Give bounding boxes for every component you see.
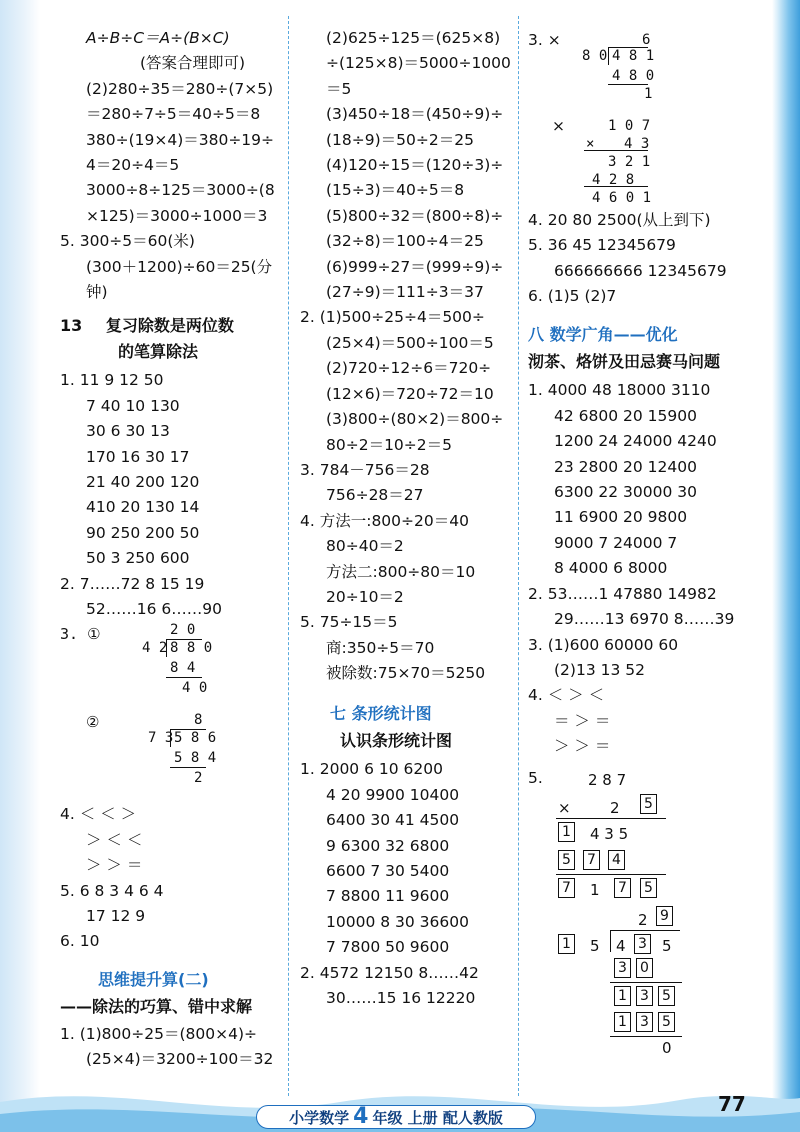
product-line xyxy=(556,818,666,819)
dividend-digit: 4 xyxy=(616,936,626,955)
answer-line: 21 40 200 120 xyxy=(86,472,200,491)
text-line: 3. 784－756＝28 xyxy=(300,460,430,479)
answer-line: 9 6300 32 6800 xyxy=(326,836,450,855)
text-line: 756÷28＝27 xyxy=(326,486,424,505)
right-page-edge xyxy=(772,0,800,1132)
answer-line: ＝ ＞ ＝ xyxy=(554,711,611,730)
remainder: 1 xyxy=(644,86,653,102)
sum-digit: 1 xyxy=(590,880,600,899)
times-sign: × xyxy=(586,136,595,152)
digit-box: 1 xyxy=(558,934,575,954)
multiplier: 4 3 xyxy=(624,136,650,152)
text-line: ×125)＝3000÷1000＝3 xyxy=(86,206,268,225)
box-multiplication xyxy=(528,764,760,906)
text-line: (5)800÷32＝(800÷8)÷ xyxy=(326,206,504,225)
answer-line: 30 6 30 13 xyxy=(86,422,170,441)
multiplier-plain: 2 xyxy=(610,798,620,817)
remainder: 0 xyxy=(662,1038,672,1057)
digit-box: 3 xyxy=(636,1012,653,1032)
division-bracket xyxy=(166,639,167,657)
answer-line: 1. (1)800÷25＝(800×4)÷ xyxy=(60,1024,257,1043)
answer-line: 2. 4572 12150 8……42 xyxy=(300,963,479,982)
text-line: A÷B÷C＝A÷(B×C) xyxy=(86,29,230,47)
text-line: 被除数:75×70＝5250 xyxy=(326,664,486,683)
times-sign: × xyxy=(558,798,571,817)
footer-grade-number: 4 xyxy=(353,1104,369,1129)
answer-line: 2. 7……72 8 15 19 xyxy=(60,574,205,593)
text-line: (300＋1200)÷60＝25(分 xyxy=(86,257,273,276)
digit-box: 5 xyxy=(658,1012,675,1032)
product: 5 8 4 xyxy=(174,750,217,767)
digit-box: 0 xyxy=(636,958,653,978)
text-line: (4)120÷15＝(120÷3)÷ xyxy=(326,156,504,175)
section-13-title xyxy=(60,313,282,338)
long-division-2 xyxy=(60,710,282,802)
text-line: (答案合理即可) xyxy=(140,54,246,73)
division-bar xyxy=(170,729,206,730)
digit-box: 7 xyxy=(558,878,575,898)
footer-subject: 小学数学 xyxy=(289,1109,350,1127)
text-line: (6)999÷27＝(999÷9)÷ xyxy=(326,257,504,276)
section-think-subtitle: ——除法的巧算、错中求解 xyxy=(60,997,253,1017)
answer-line: 11 6900 20 9800 xyxy=(554,508,688,527)
book-footer-badge xyxy=(256,1105,536,1129)
answer-line: ＞ ＞ ＝ xyxy=(554,737,611,756)
answer-page xyxy=(60,26,760,1096)
section-number: 13 xyxy=(60,316,83,336)
answer-line: ＞ ＜ ＜ xyxy=(86,830,143,849)
text-line: 2. (1)500÷25÷4＝500÷ xyxy=(300,308,485,327)
answer-line: 6. (1)5 (2)7 xyxy=(528,287,617,306)
text-line: 方法二:800÷80＝10 xyxy=(326,562,476,581)
dividend-digit: 5 xyxy=(662,936,672,955)
page-number: 77 xyxy=(718,1092,746,1116)
text-line: (2)280÷35＝280÷(7×5) xyxy=(86,79,274,98)
text-line: 4. 方法一:800÷20＝40 xyxy=(300,511,469,530)
dividend: 5 8 6 xyxy=(174,730,217,747)
section-title-line2: 的笔算除法 xyxy=(118,341,199,361)
section-8-subtitle: 沏茶、烙饼及田忌赛马问题 xyxy=(528,352,721,372)
text-line: 钟) xyxy=(86,283,108,302)
section-7-subtitle: 认识条形统计图 xyxy=(340,730,453,750)
text-line: ＝5 xyxy=(326,79,352,98)
text-line: (3)450÷18＝(450÷9)÷ xyxy=(326,105,504,124)
long-division-1 xyxy=(60,622,282,704)
division-bracket xyxy=(610,930,611,952)
answer-line: 4. ＜ ＜ ＞ xyxy=(60,805,137,824)
digit-box: 1 xyxy=(614,986,631,1006)
digit-box: 4 xyxy=(608,850,625,870)
section-title-line1: 复习除数是两位数 xyxy=(105,316,234,336)
question-label: 3. ① xyxy=(60,625,101,644)
divisor: 7 3 xyxy=(148,730,174,747)
remainder: 4 0 xyxy=(182,680,208,697)
answer-line: (25×4)＝3200÷100＝32 xyxy=(86,1050,274,1068)
multiplicand: 2 8 7 xyxy=(588,770,627,789)
answer-line: 5. 6 8 3 4 6 4 xyxy=(60,881,164,900)
text-line: (18÷9)＝50÷2＝25 xyxy=(326,130,474,149)
division-bracket xyxy=(170,729,171,747)
answer-line: 1. 4000 48 18000 3110 xyxy=(528,381,711,400)
answer-line: 410 20 130 14 xyxy=(86,498,200,517)
partial-product-digits: 4 3 5 xyxy=(590,824,629,843)
left-page-edge xyxy=(0,0,40,1132)
answer-line: 29……13 6970 8……39 xyxy=(554,610,735,629)
subtraction-line xyxy=(608,84,648,85)
answer-line: 7 7800 50 9600 xyxy=(326,938,450,957)
answer-line: 5. 36 45 12345679 xyxy=(528,236,676,255)
answer-line: 4 20 9900 10400 xyxy=(326,785,460,804)
division-bracket xyxy=(608,47,609,65)
sum-line xyxy=(556,874,666,875)
dividend: 8 8 0 xyxy=(170,640,213,657)
answer-line: 6600 7 30 5400 xyxy=(326,862,450,880)
divisor: 8 0 xyxy=(582,48,608,64)
answer-line: 4. ＜ ＞ ＜ xyxy=(528,686,605,705)
answer-line: 50 3 250 600 xyxy=(86,549,190,568)
answer-line: 6300 22 30000 30 xyxy=(554,483,697,502)
text-line: 4＝20÷4＝5 xyxy=(86,156,180,175)
answer-line: 2. 53……1 47880 14982 xyxy=(528,584,717,603)
answer-line: 9000 7 24000 7 xyxy=(554,533,678,552)
answer-line: ＞ ＞ ＝ xyxy=(86,856,143,875)
digit-box: 1 xyxy=(614,1012,631,1032)
answer-line: 1. 11 9 12 50 xyxy=(60,371,164,390)
text-line: 3000÷8÷125＝3000÷(8 xyxy=(86,181,275,200)
divisor: 4 2 xyxy=(142,640,168,657)
digit-box: 3 xyxy=(634,934,651,954)
partial-product-2: 4 2 8 xyxy=(592,172,635,188)
question-label: ② xyxy=(86,713,100,732)
answer-line: 30……15 16 12220 xyxy=(326,989,476,1008)
digit-box: 9 xyxy=(656,906,673,926)
quotient-plain: 2 xyxy=(638,910,648,929)
text-line: 20÷10＝2 xyxy=(326,587,404,606)
text-line: (32÷8)＝100÷4＝25 xyxy=(326,232,484,251)
answer-line: (2)13 13 52 xyxy=(554,660,645,679)
subtraction-line xyxy=(610,982,682,983)
check-mark-label: × xyxy=(552,117,565,135)
digit-box: 3 xyxy=(636,986,653,1006)
answer-line: 6. 10 xyxy=(60,932,100,951)
answer-line: 6400 30 41 4500 xyxy=(326,811,460,830)
product: 8 4 xyxy=(170,660,196,677)
multiplication-check xyxy=(528,108,760,208)
section-8-title: 八 数学广角——优化 xyxy=(528,324,678,344)
question-label: 5. xyxy=(528,768,543,787)
quotient: 6 xyxy=(642,32,651,48)
text-line: ＝280÷7÷5＝40÷5＝8 xyxy=(86,105,261,124)
column-1 xyxy=(60,26,282,1072)
digit-box: 7 xyxy=(583,850,600,870)
column-3 xyxy=(528,26,760,1058)
long-division-3 xyxy=(528,26,760,104)
text-line: ÷(125×8)＝5000÷1000 xyxy=(326,54,511,73)
answer-line: 1200 24 24000 4240 xyxy=(554,432,717,451)
answer-line: 7 8800 11 9600 xyxy=(326,887,450,906)
answer-line: 170 16 30 17 xyxy=(86,447,190,466)
quotient: 8 xyxy=(194,712,203,729)
answer-line: 42 6800 20 15900 xyxy=(554,406,697,425)
divisor-plain: 5 xyxy=(590,936,600,955)
text-line: (27÷9)＝111÷3＝37 xyxy=(326,283,484,302)
text-line: 380÷(19×4)＝380÷19÷ xyxy=(86,130,275,149)
final-product: 4 6 0 1 xyxy=(592,190,652,206)
digit-box: 5 xyxy=(558,850,575,870)
digit-box: 5 xyxy=(640,878,657,898)
answer-line: 8 4000 6 8000 xyxy=(554,559,668,578)
quotient: 2 0 xyxy=(170,622,196,639)
answer-line: 3. (1)600 60000 60 xyxy=(528,635,679,654)
multiplicand: 1 0 7 xyxy=(608,118,651,134)
text-line: (25×4)＝500÷100＝5 xyxy=(326,333,494,352)
answer-line: 52……16 6……90 xyxy=(86,599,222,618)
answer-line: 10000 8 30 36600 xyxy=(326,912,469,931)
digit-box: 5 xyxy=(658,986,675,1006)
answer-line: 17 12 9 xyxy=(86,906,146,925)
answer-line: 90 250 200 50 xyxy=(86,523,200,542)
remainder: 2 xyxy=(194,770,203,787)
text-line: 80÷40＝2 xyxy=(326,537,404,556)
text-line: 5. 75÷15＝5 xyxy=(300,613,398,632)
answer-line: 4. 20 80 2500(从上到下) xyxy=(528,211,711,229)
answer-line: 1. 2000 6 10 6200 xyxy=(300,760,443,779)
text-line: 80÷2＝10÷2＝5 xyxy=(326,435,453,454)
dividend: 4 8 1 xyxy=(612,48,655,64)
text-line: (2)720÷12÷6＝720÷ xyxy=(326,359,492,378)
answer-line: 7 40 10 130 xyxy=(86,396,180,415)
digit-box: 1 xyxy=(558,822,575,842)
section-7-title: 七 条形统计图 xyxy=(330,703,432,723)
digit-box: 3 xyxy=(614,958,631,978)
footer-edition: 年级 上册 配人教版 xyxy=(372,1109,503,1127)
text-line: 商:350÷5＝70 xyxy=(326,638,435,657)
question-label: 3. × xyxy=(528,31,561,49)
answer-line: 23 2800 20 12400 xyxy=(554,457,697,476)
digit-box: 5 xyxy=(640,794,657,814)
division-bar xyxy=(166,639,202,640)
division-bar xyxy=(608,47,648,48)
text-line: 5. 300÷5＝60(米) xyxy=(60,232,195,251)
text-line: (12×6)＝720÷72＝10 xyxy=(326,384,494,403)
text-line: (3)800÷(80×2)＝800÷ xyxy=(326,410,504,429)
column-2 xyxy=(300,26,522,1011)
section-think-title: 思维提升算(二) xyxy=(98,969,209,989)
answer-line: 666666666 12345679 xyxy=(554,261,727,280)
digit-box: 7 xyxy=(614,878,631,898)
partial-product-1: 3 2 1 xyxy=(608,154,651,170)
product: 4 8 0 xyxy=(612,68,655,84)
box-division xyxy=(528,908,760,1058)
text-line: (2)625÷125＝(625×8) xyxy=(326,29,501,47)
division-bar xyxy=(610,930,680,931)
text-line: (15÷3)＝40÷5＝8 xyxy=(326,181,465,200)
